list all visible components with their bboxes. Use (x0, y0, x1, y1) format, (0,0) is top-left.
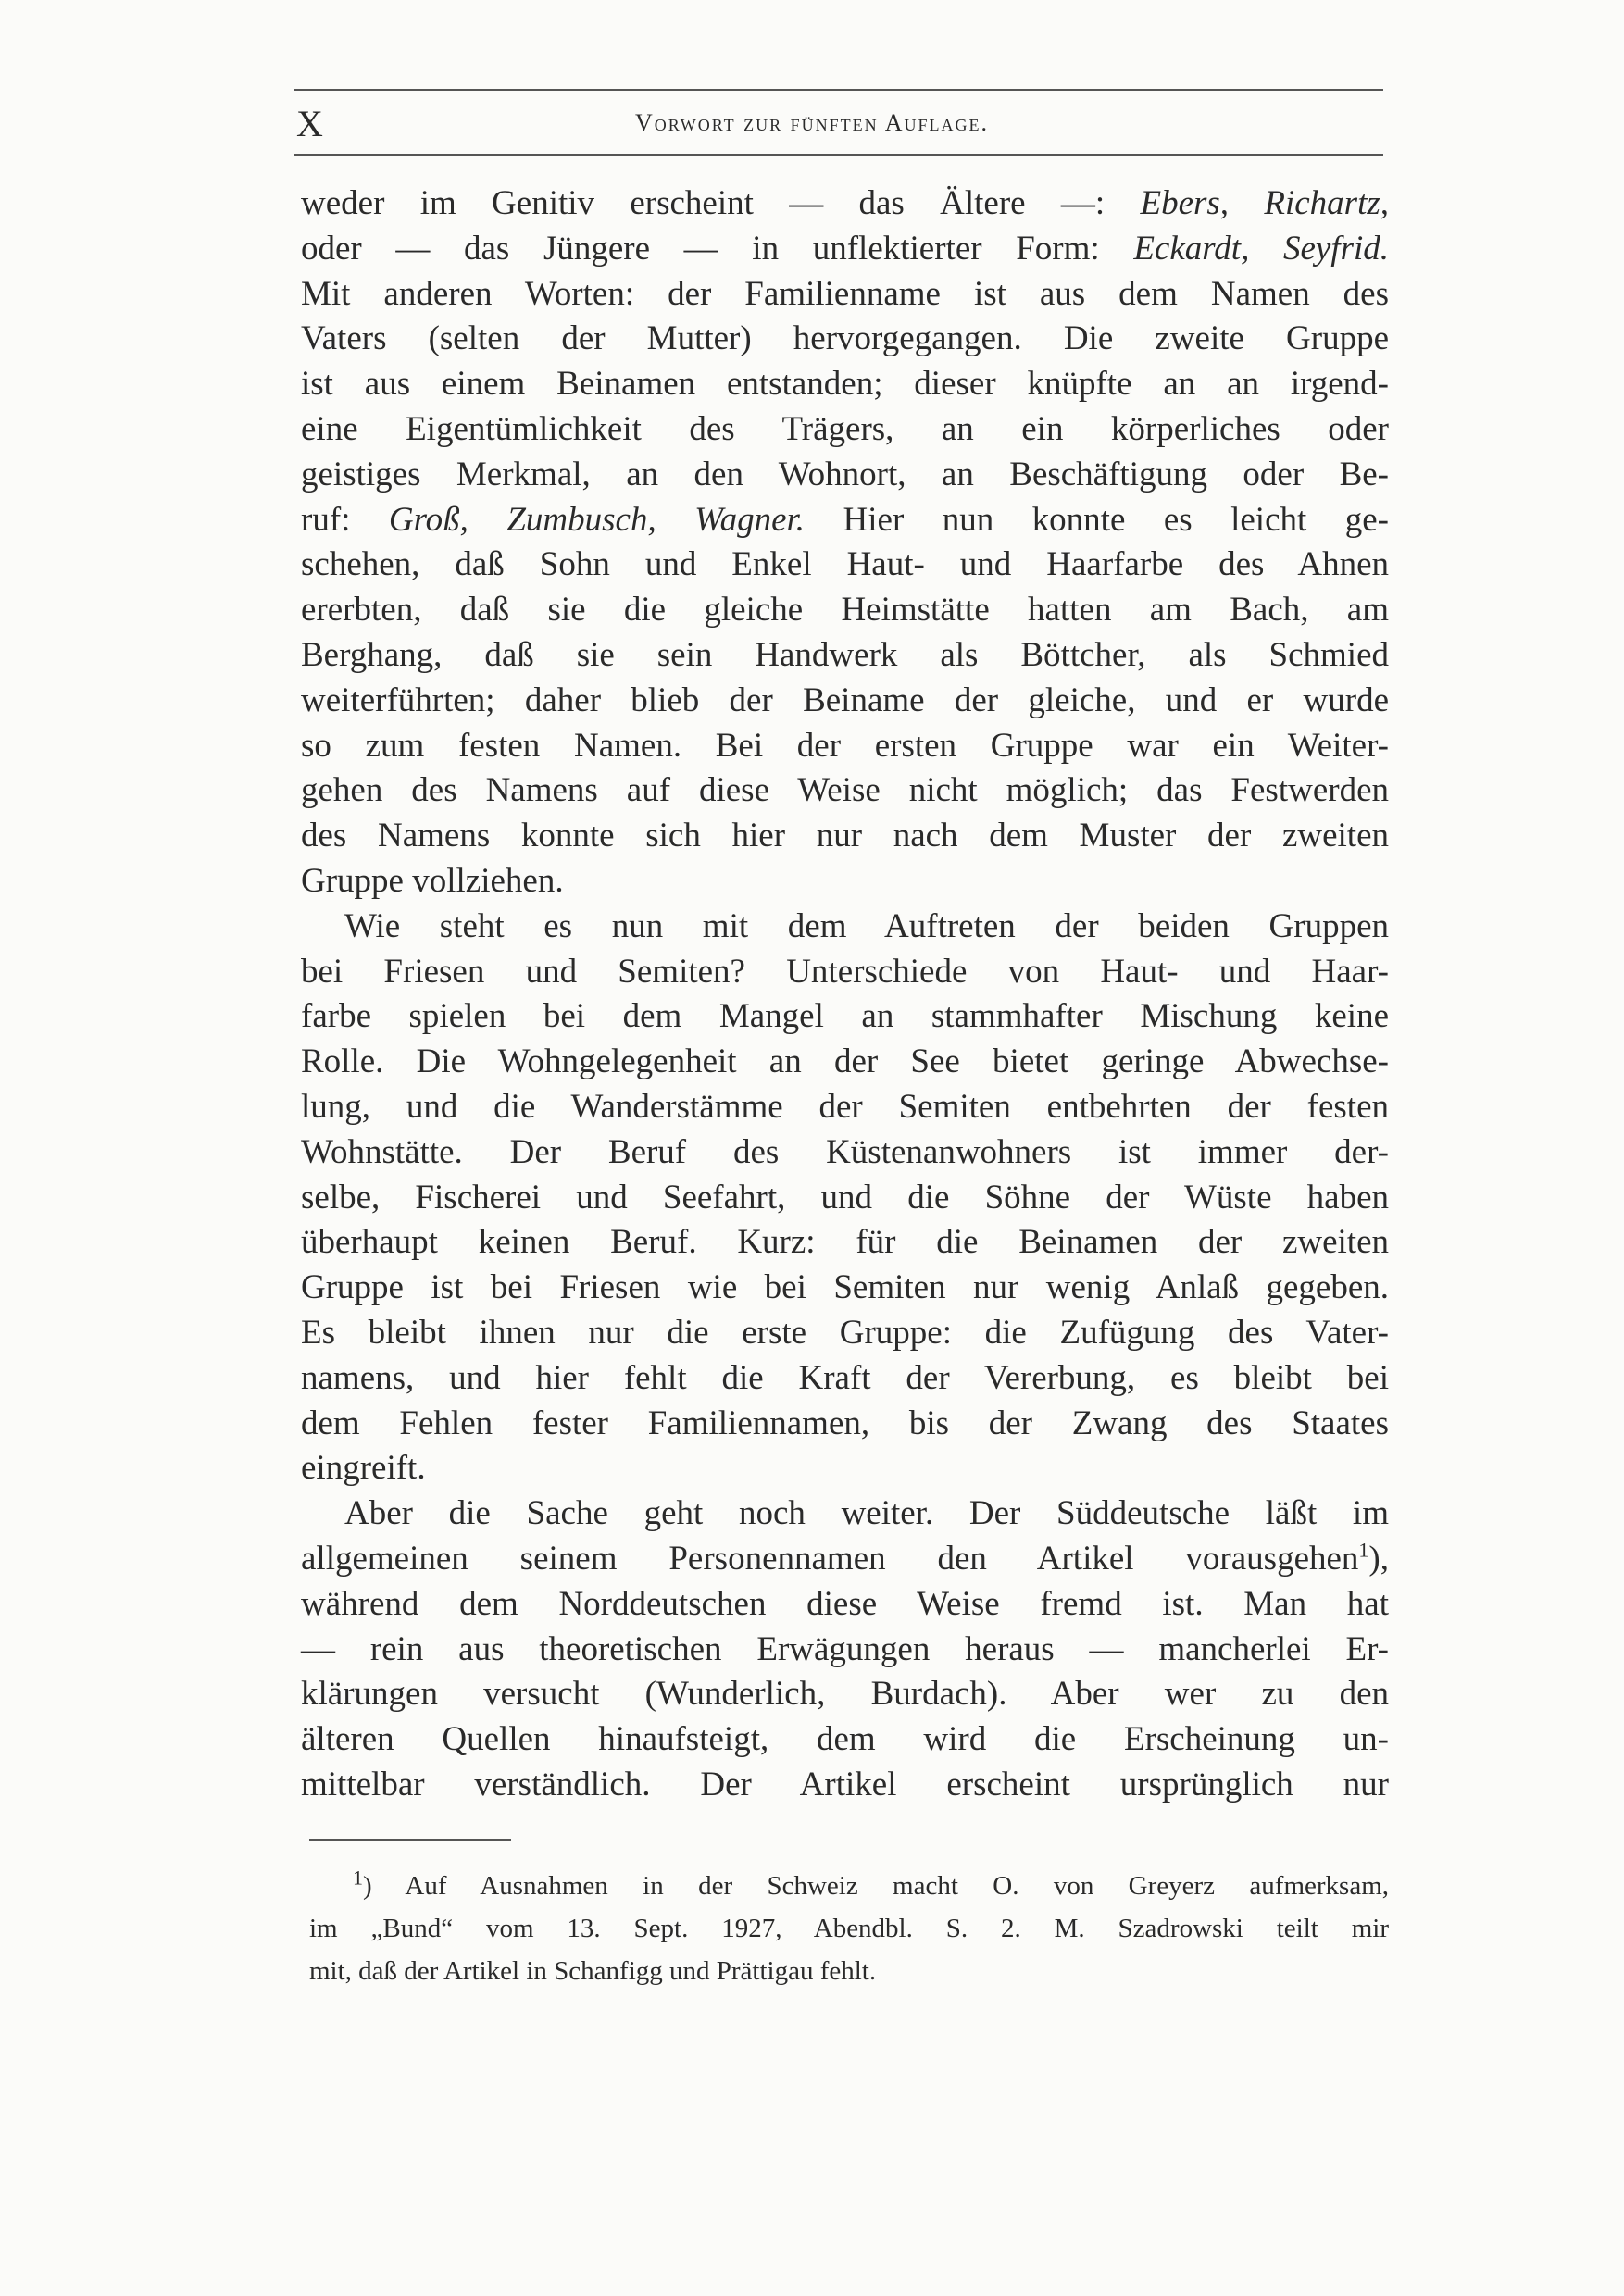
text-segment: Gruppe vollziehen. (301, 861, 564, 900)
text-segment: ), (1368, 1539, 1389, 1578)
text-line (301, 994, 1389, 1040)
text-segment: — rein aus theoretischen Erwägungen heraus — mancherlei Er- (301, 1629, 1389, 1668)
text-line (301, 905, 1389, 950)
text-line (301, 1040, 1389, 1085)
text-segment: Es bleibt ihnen nur die erste Gruppe: die Zufügung des Vater- (301, 1313, 1389, 1352)
text-line (301, 633, 1389, 679)
text-segment: namens, und hier fehlt die Kraft der Vererbung, es bleibt bei (301, 1358, 1389, 1397)
text-line (301, 317, 1389, 362)
footnote-line (309, 1907, 1389, 1950)
text-segment: lung, und die Wanderstämme der Semiten entbehrten der festen (301, 1087, 1389, 1126)
text-line (301, 1220, 1389, 1266)
text-segment: dem Fehlen fester Familiennamen, bis der Zwang des Staates (301, 1404, 1389, 1442)
text-segment: des Namens konnte sich hier nur nach dem Muster der zweiten (301, 817, 1389, 855)
text-line (301, 1537, 1389, 1582)
body-text (301, 181, 1389, 1808)
text-line (301, 679, 1389, 724)
text-line (301, 1311, 1389, 1356)
text-line (301, 453, 1389, 498)
text-line (301, 768, 1389, 814)
text-line (301, 272, 1389, 318)
text-line (301, 407, 1389, 453)
footnote (309, 1865, 1389, 1992)
text-segment: im „Bund“ vom 13. Sept. 1927, Abendbl. S. 2. M. Szadrowski teilt mir (309, 1914, 1389, 1943)
text-segment: älteren Quellen hinaufsteigt, dem wird die Erscheinung un- (301, 1720, 1389, 1759)
text-line (301, 227, 1389, 272)
text-segment: Gruppe ist bei Friesen wie bei Semiten nur wenig Anlaß gegeben. (301, 1268, 1389, 1307)
text-segment: Wie steht es nun mit dem Auftreten der beiden Gruppen (344, 906, 1389, 945)
text-line (301, 1130, 1389, 1176)
text-line (301, 588, 1389, 633)
footnote-marker: 1 (1358, 1538, 1369, 1562)
text-segment: weiterführten; daher blieb der Beiname der gleiche, und er wurde (301, 680, 1389, 719)
text-segment: geistiges Merkmal, an den Wohnort, an Beschäftigung oder Be- (301, 455, 1389, 493)
text-segment: überhaupt keinen Beruf. Kurz: für die Beinamen der zweiten (301, 1223, 1389, 1262)
text-line (301, 1446, 1389, 1491)
text-segment: Berghang, daß sie sein Handwerk als Böttcher, als Schmied (301, 635, 1389, 674)
text-segment: ererbten, daß sie die gleiche Heimstätte hatten am Bach, am (301, 591, 1389, 630)
header-top-rule (294, 89, 1383, 91)
text-segment: allgemeinen seinem Personennamen den Artikel vorausgehen (301, 1539, 1359, 1578)
text-segment: eine Eigentümlichkeit des Trägers, an ein körperliches oder (301, 409, 1389, 448)
text-line (301, 1672, 1389, 1717)
text-segment: während dem Norddeutschen diese Weise fremd ist. Man hat (301, 1584, 1389, 1623)
text-line (301, 1582, 1389, 1628)
footnote-marker: 1 (353, 1866, 363, 1890)
text-line (301, 1085, 1389, 1130)
text-line (301, 362, 1389, 407)
footnote-separator (309, 1839, 511, 1841)
text-segment: farbe spielen bei dem Mangel an stammhafter Mischung keine (301, 997, 1389, 1036)
text-line (301, 950, 1389, 995)
text-segment: mit, daß der Artikel in Schanfigg und Prättigau fehlt. (309, 1956, 877, 1986)
italic-name: Groß, Zumbusch, Wagner. (388, 500, 806, 539)
text-segment: oder — das Jüngere — in unflektierter Form: (301, 229, 1134, 268)
text-segment: ist aus einem Beinamen entstanden; dieser knüpfte an an irgend- (301, 365, 1389, 404)
text-segment: ruf: (301, 500, 389, 539)
text-segment: Vaters (selten der Mutter) hervorgegangen. Die zweite Gruppe (301, 319, 1389, 358)
text-line (301, 1763, 1389, 1808)
text-line (301, 1491, 1389, 1537)
text-line (301, 1266, 1389, 1311)
text-line (301, 724, 1389, 769)
page-number: X (296, 103, 323, 144)
text-line (301, 859, 1389, 905)
italic-name: Eckardt, Seyfrid. (1133, 229, 1390, 268)
text-segment: Hier nun konnte es leicht ge- (805, 500, 1389, 539)
text-segment: weder im Genitiv erscheint — das Ältere —: (301, 184, 1141, 222)
text-segment: Wohnstätte. Der Beruf des Küstenanwohners ist immer der- (301, 1132, 1389, 1171)
text-segment: mittelbar verständlich. Der Artikel erscheint ursprünglich nur (301, 1765, 1389, 1803)
text-segment: bei Friesen und Semiten? Unterschiede von Haut- und Haar- (301, 952, 1389, 991)
footnote-line (309, 1865, 1389, 1907)
text-line (301, 814, 1389, 859)
text-segment: klärungen versucht (Wunderlich, Burdach). Aber wer zu den (301, 1675, 1389, 1714)
text-segment: ) Auf Ausnahmen in der Schweiz macht O. von Greyerz aufmerksam, (363, 1871, 1389, 1901)
text-line (301, 1176, 1389, 1221)
text-line (301, 181, 1389, 227)
text-segment: Mit anderen Worten: der Familienname ist aus dem Namen des (301, 274, 1389, 313)
text-segment: gehen des Namens auf diese Weise nicht möglich; das Festwerden (301, 771, 1389, 810)
text-segment: Rolle. Die Wohngelegenheit an der See bietet geringe Abwechse- (301, 1042, 1389, 1081)
italic-name: Ebers, Richartz, (1140, 184, 1389, 222)
text-line (301, 1402, 1389, 1447)
text-line (301, 498, 1389, 543)
text-segment: selbe, Fischerei und Seefahrt, und die Söhne der Wüste haben (301, 1178, 1389, 1217)
text-line (301, 543, 1389, 588)
text-segment: Aber die Sache geht noch weiter. Der Süddeutsche läßt im (344, 1494, 1389, 1533)
text-segment: so zum festen Namen. Bei der ersten Gruppe war ein Weiter- (301, 726, 1389, 765)
text-line (301, 1717, 1389, 1763)
running-title: Vorwort zur fünften Auflage. (634, 109, 990, 136)
text-segment: schehen, daß Sohn und Enkel Haut- und Haarfarbe des Ahnen (301, 545, 1389, 584)
text-line (301, 1628, 1389, 1673)
text-segment: eingreift. (301, 1449, 426, 1488)
text-line (301, 1356, 1389, 1402)
footnote-line (309, 1950, 1389, 1992)
header-bottom-rule (294, 154, 1383, 156)
